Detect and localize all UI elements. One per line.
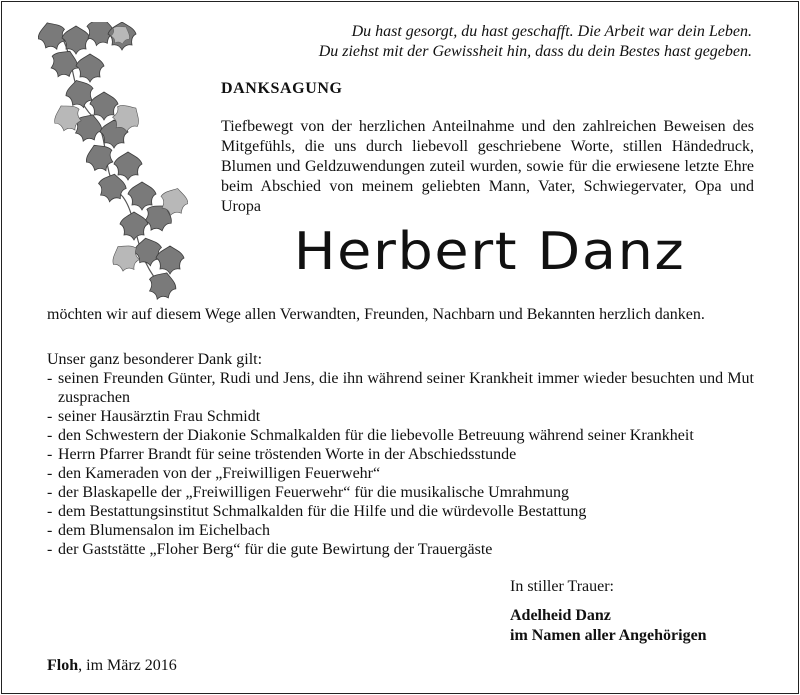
list-item: - den Kameraden von der „Freiwilligen Feuerwehr“ [47, 464, 754, 483]
list-item: - der Gaststätte „Floher Berg“ für die gute Bewirtung der Trauergäste [47, 540, 754, 559]
motto-line: Du hast gesorgt, du hast geschafft. Die Arbeit war dein Leben. [351, 23, 752, 40]
notice-heading: DANKSAGUNG [221, 80, 343, 97]
list-item: - dem Blumensalon im Eichelbach [47, 521, 754, 540]
intro-paragraph: Tiefbewegt von der herzlichen Anteilnahme und den zahlreichen Beweisen des Mitgefühls, die uns durch liebevoll geschriebene Worte, stillen Händedruck, Blumen und Geldzuwendungen zuteil wurden, sowie für die erwiesene letzte Ehre beim Abschied von meinem geliebten Mann, Vater, Schwiegervater, Opa und Uropa [221, 118, 754, 215]
special-thanks-list [47, 369, 754, 559]
motto-line: Du ziehst mit der Gewissheit hin, dass du dein Bestes hast gegeben. [318, 43, 752, 60]
ivy-leaves-icon [38, 22, 188, 304]
list-item: - seinen Freunden Günter, Rudi und Jens, die ihn während seiner Krankheit immer wieder besuchten und Mut zusprachen [47, 369, 754, 407]
signature [510, 606, 707, 646]
list-item: - der Blaskapelle der „Freiwilligen Feuerwehr“ für die musikalische Umrahmung [47, 483, 754, 502]
place-date [47, 657, 177, 675]
thanks-paragraph: möchten wir auf diesem Wege allen Verwandten, Freunden, Nachbarn und Bekannten herzlich danken. [47, 306, 705, 323]
deceased-name: Herbert Danz [293, 222, 686, 282]
place-name: Floh [47, 657, 79, 674]
signature-name: Adelheid Danz [510, 607, 611, 624]
date-text: , im März 2016 [78, 657, 177, 674]
signature-family: im Namen aller Angehörigen [510, 627, 707, 644]
list-item: - seiner Hausärztin Frau Schmidt [47, 407, 754, 426]
motto-verse [232, 22, 752, 62]
special-thanks-intro: Unser ganz besonderer Dank gilt: [47, 351, 263, 368]
mourning-label: In stiller Trauer: [510, 578, 614, 595]
list-item: - den Schwestern der Diakonie Schmalkalden für die liebevolle Betreuung während seiner Krankheit [47, 426, 754, 445]
list-item: - dem Bestattungsinstitut Schmalkalden für die Hilfe und die würdevolle Bestattung [47, 502, 754, 521]
list-item: - Herrn Pfarrer Brandt für seine tröstenden Worte in der Abschiedsstunde [47, 445, 754, 464]
